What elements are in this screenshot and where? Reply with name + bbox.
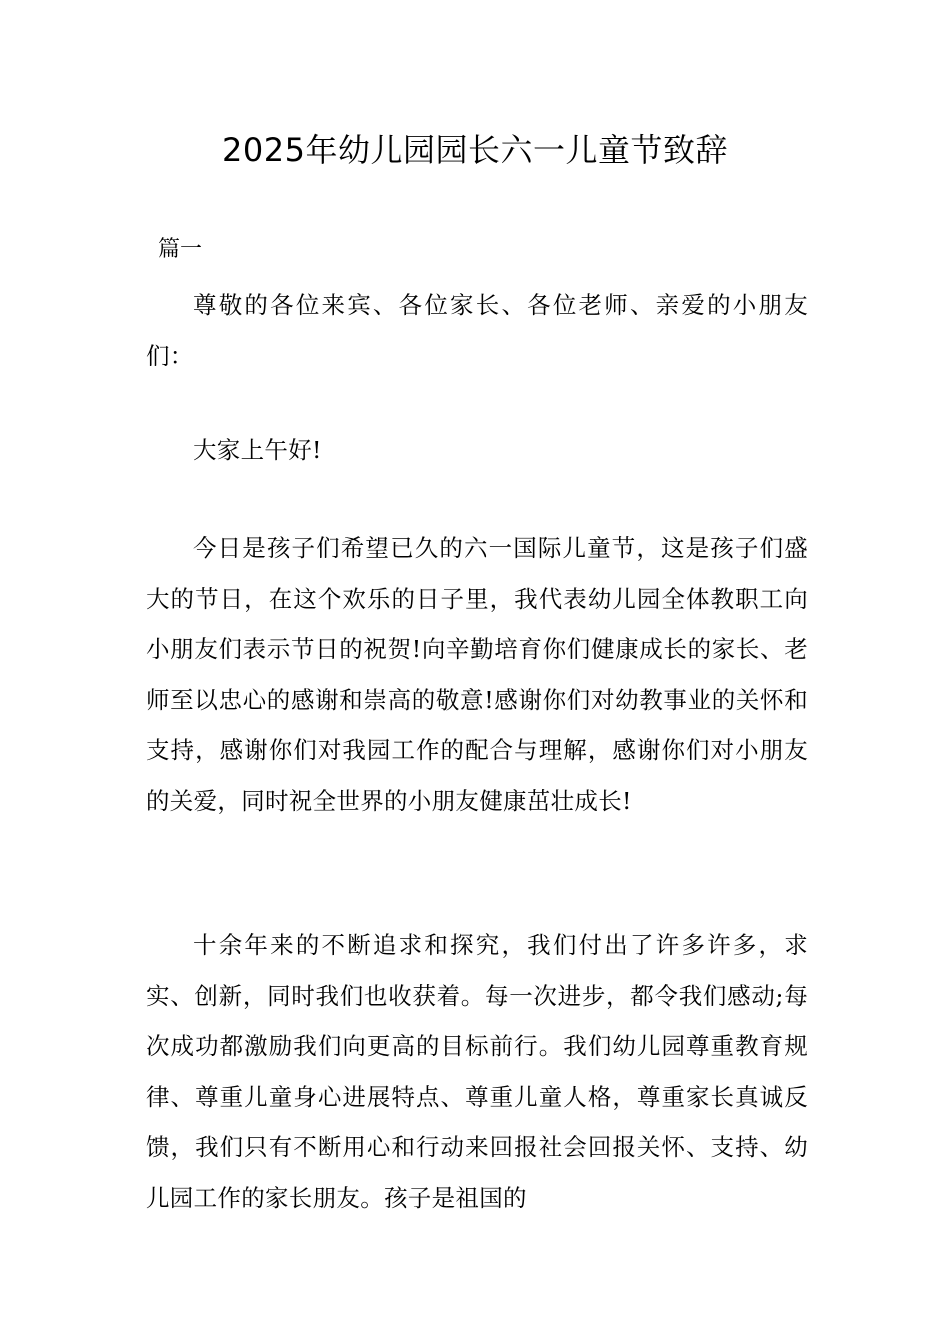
paragraph-thanks: 今日是孩子们希望已久的六一国际儿童节，这是孩子们盛大的节日，在这个欢乐的日子里，我代表幼儿园全体教职工向小朋友们表示节日的祝贺!向辛勤培育你们健康成长的家长、老师至以忠心的感谢和崇高的敬意!感谢你们对幼教事业的关怀和支持，感谢你们对我园工作的配合与理解，感谢你们对小朋友的关爱，同时祝全世界的小朋友健康茁壮成长! — [146, 534, 808, 815]
paragraph-history: 十余年来的不断追求和探究，我们付出了许多许多，求实、创新，同时我们也收获着。每一次进步，都令我们感动;每次成功都激励我们向更高的目标前行。我们幼儿园尊重教育规律、尊重儿童身心进展特点、尊重儿童人格，尊重家长真诚反馈，我们只有不断用心和行动来回报社会回报关怀、支持、幼儿园工作的家长朋友。孩子是祖国的 — [146, 931, 808, 1212]
document-title: 2025年幼儿园园长六一儿童节致辞 — [222, 131, 728, 169]
paragraph-morning: 大家上午好! — [193, 436, 322, 464]
section-label: 篇一 — [158, 237, 203, 262]
paragraph-greeting: 尊敬的各位来宾、各位家长、各位老师、亲爱的小朋友们： — [146, 291, 808, 370]
